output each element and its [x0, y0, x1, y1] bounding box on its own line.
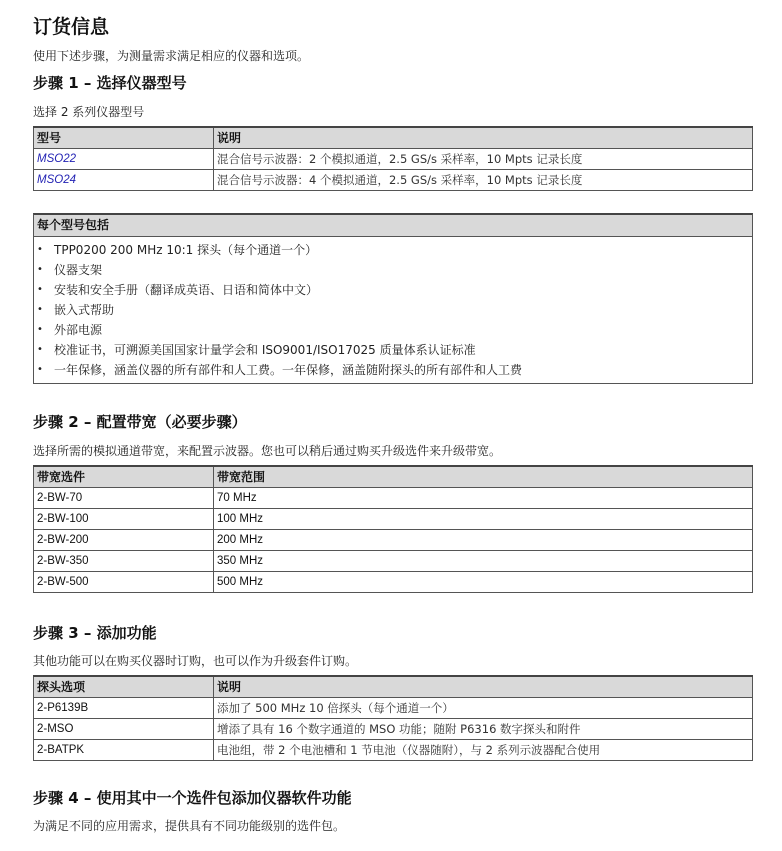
table-row [34, 697, 753, 718]
column-header-model: 型号 [34, 127, 214, 148]
includes-list [34, 237, 752, 383]
table-row [34, 169, 753, 190]
list-item: • 一年保修，涵盖仪器的所有部件和人工费。一年保修，涵盖随附探头的所有部件和人工费 [34, 360, 752, 380]
bw-range: 200 MHz [214, 529, 753, 550]
column-header-range: 带宽范围 [214, 466, 753, 487]
table-header-row [34, 466, 753, 487]
feature-option: 2-MSO [34, 718, 214, 739]
bullet-icon: • [37, 324, 43, 335]
column-header-description: 说明 [214, 676, 753, 697]
bullet-icon: • [37, 264, 43, 275]
model-link-mso22[interactable]: MSO22 [34, 148, 214, 169]
step4-desc: 为满足不同的应用需求，提供具有不同功能级别的选件包。 [33, 819, 346, 833]
step1-heading: 步骤 1 – 选择仪器型号 [33, 74, 187, 92]
step3-heading: 步骤 3 – 添加功能 [33, 624, 157, 642]
step4-heading: 步骤 4 – 使用其中一个选件包添加仪器软件功能 [33, 789, 352, 807]
column-header-probe-option: 探头选项 [34, 676, 214, 697]
list-item: • 嵌入式帮助 [34, 300, 752, 320]
model-link-mso24[interactable]: MSO24 [34, 169, 214, 190]
step3-desc: 其他功能可以在购买仪器时订购，也可以作为升级套件订购。 [33, 654, 358, 668]
model-table [33, 126, 753, 191]
feature-option: 2-BATPK [34, 739, 214, 760]
bw-range: 70 MHz [214, 487, 753, 508]
bw-option: 2-BW-70 [34, 487, 214, 508]
table-row [34, 718, 753, 739]
feature-description: 电池组，带 2 个电池槽和 1 节电池（仪器随附），与 2 系列示波器配合使用 [214, 739, 753, 760]
feature-description: 添加了 500 MHz 10 倍探头（每个通道一个） [214, 697, 753, 718]
model-description: 混合信号示波器：4 个模拟通道，2.5 GS/s 采样率，10 Mpts 记录长度 [214, 169, 753, 190]
step1-desc: 选择 2 系列仪器型号 [33, 105, 145, 119]
column-header-option: 带宽选件 [34, 466, 214, 487]
list-item: • 校准证书，可溯源美国国家计量学会和 ISO9001/ISO17025 质量体系认证标准 [34, 340, 752, 360]
bw-range: 500 MHz [214, 571, 753, 592]
step2-desc: 选择所需的模拟通道带宽，来配置示波器。您也可以稍后通过购买升级选件来升级带宽。 [33, 444, 502, 458]
table-row [34, 739, 753, 760]
bw-range: 100 MHz [214, 508, 753, 529]
table-row [34, 148, 753, 169]
step2-heading: 步骤 2 – 配置带宽（必要步骤） [33, 413, 247, 431]
bw-option: 2-BW-200 [34, 529, 214, 550]
column-header-description: 说明 [214, 127, 753, 148]
table-row [34, 571, 753, 592]
bw-option: 2-BW-100 [34, 508, 214, 529]
table-row [34, 508, 753, 529]
table-header-row [34, 127, 753, 148]
list-item: • 安装和安全手册（翻译成英语、日语和简体中文） [34, 280, 752, 300]
list-item: • 仪器支架 [34, 260, 752, 280]
bullet-icon: • [37, 284, 43, 295]
bullet-icon: • [37, 344, 43, 355]
list-item: • TPP0200 200 MHz 10:1 探头（每个通道一个） [34, 240, 752, 260]
feature-table [33, 675, 753, 761]
bullet-icon: • [37, 304, 43, 315]
page-title: 订货信息 [33, 16, 110, 38]
includes-box [33, 213, 753, 384]
bullet-icon: • [37, 244, 43, 255]
bullet-icon: • [37, 364, 43, 375]
bw-option: 2-BW-500 [34, 571, 214, 592]
feature-description: 增添了具有 16 个数字通道的 MSO 功能；随附 P6316 数字探头和附件 [214, 718, 753, 739]
table-header-row [34, 676, 753, 697]
table-row [34, 550, 753, 571]
includes-heading: 每个型号包括 [34, 215, 752, 237]
table-row [34, 487, 753, 508]
feature-option: 2-P6139B [34, 697, 214, 718]
bandwidth-table [33, 465, 753, 593]
intro-text: 使用下述步骤，为测量需求满足相应的仪器和选项。 [33, 49, 310, 63]
bw-option: 2-BW-350 [34, 550, 214, 571]
list-item: • 外部电源 [34, 320, 752, 340]
table-row [34, 529, 753, 550]
bw-range: 350 MHz [214, 550, 753, 571]
model-description: 混合信号示波器：2 个模拟通道，2.5 GS/s 采样率，10 Mpts 记录长度 [214, 148, 753, 169]
